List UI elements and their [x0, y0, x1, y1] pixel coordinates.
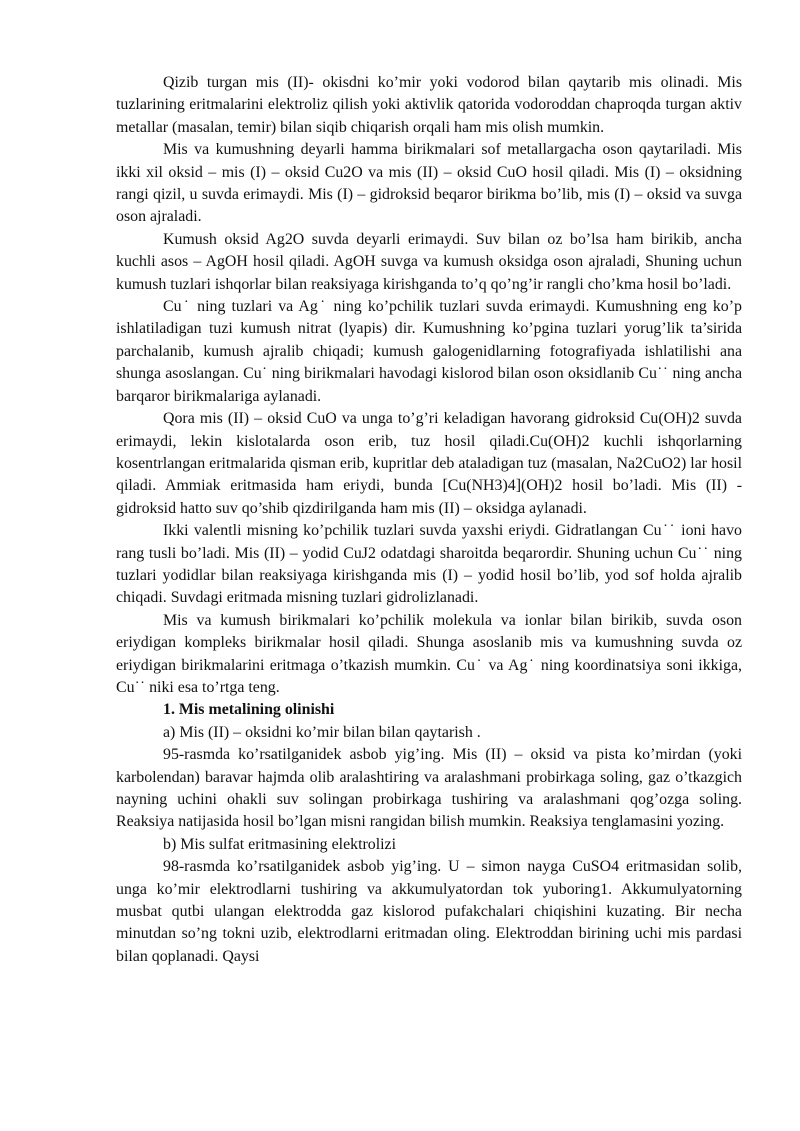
paragraph-copper-oxides: Mis va kumushning deyarli hamma birikmalari sof metallargacha oson qaytariladi. Mis ikki xil oksid – mis (I) – oksid Cu2O va mis (II) – oksid CuO hosil qiladi. Mis (I) – oksidning rangi qizil, u suvda erimaydi. Mis (I) – gidroksid beqaror birikma bo’lib, mis (I) – oksid va suvga oson ajraladi. — [116, 141, 742, 226]
paragraph-complex-compounds: Mis va kumush birikmalari ko’pchilik molekula va ionlar bilan birikib, suvda oson eriydigan kompleks birikmalar hosil qiladi. Shunga asoslanib mis va kumushning suvda oz eriydigan birikmalarini eritmaga o’tkazish mumkin. Cu˙ va Ag˙ ning koordinatsiya soni ikkiga, Cu˙˙ niki esa to’rtga teng. — [116, 611, 742, 696]
paragraph-salts-solubility: Cu˙ ning tuzlari va Ag˙ ning ko’pchilik tuzlari suvda erimaydi. Kumushning eng ko’p ishlatiladigan tuzi kumush nitrat (lyapis) dir. Kumushning ko’pgina tuzlari yorug’lik ta’sirida parchalanib, kumush ajralib chiqadi; kumush galogenidlarning fotografiyada ishlatilishi ana shunga asoslangan. Cu˙ ning birikmalari havodagi kislorod bilan oson oksidlanib Cu˙˙ ning ancha barqaror birikmalariga aylanadi. — [116, 298, 742, 405]
section-heading: 1. Mis metalining olinishi — [163, 701, 335, 719]
paragraph-experiment-95: 95-rasmda ko’rsatilganidek asbob yig’ing. Mis (II) – oksid va pista ko’mirdan (yoki karbolendan) baravar hajmda olib aralashtiring va aralashmani probirkaga soling, gaz o’tkazgich nayning uchini ohakli suv solingan probirkaga tushiring va aralashmani qog’ozga soling. Reaksiya natijasida hosil bo’lgan misni rangidan bilish mumkin. Reaksiya tenglamasini yozing. — [116, 746, 742, 831]
paragraph-experiment-98: 98-rasmda ko’rsatilganidek asbob yig’ing. U – simon nayga CuSO4 eritmasidan solib, unga ko’mir elektrodlarni tushiring va akkumulyatordan tok yuboring1. Akkumulyatorning musbat qutbi ulangan elektrodda gaz kislorod pufakchalari chiqishini kuzating. Bir necha minutdan so’ng tokni uzib, elektrodlarni eritmadan oling. Elektroddan birining uchi mis pardasi bilan qoplanadi. Qaysi — [116, 858, 742, 965]
paragraph-divalent-copper-salts: Ikki valentli misning ko’pchilik tuzlari suvda yaxshi eriydi. Gidratlangan Cu˙˙ ioni havo rang tusli bo’ladi. Mis (II) – yodid CuJ2 odatdagi sharoitda beqarordir. Shuning uchun Cu˙˙ ning tuzlari yodidlar bilan reaksiyaga kirishganda mis (I) – yodid hosil bo’lib, yod sof holda ajralib chiqadi. Suvdagi eritmada misning tuzlari gidrolizlanadi. — [116, 522, 742, 607]
paragraph-silver-oxide: Kumush oksid Ag2O suvda deyarli erimaydi. Suv bilan oz bo’lsa ham birikib, ancha kuchli asos – AgOH hosil qiladi. AgOH suvga va kumush oksidga oson ajraladi, Shuning uchun kumush tuzlari ishqorlar bilan reaksiyaga kirishganda to’q qo’ng’ir rangli cho’kma hosil bo’ladi. — [116, 230, 742, 293]
paragraph-copper-production: Qizib turgan mis (II)- okisdni ko’mir yoki vodorod bilan qaytarib mis olinadi. Mis tuzlarining eritmalarini elektroliz qilish yoki aktivlik qatorida vodoroddan chaproqda turgan aktiv metallar (masalan, temir) bilan siqib chiqarish orqali ham mis olish mumkin. — [116, 74, 742, 136]
subsection-heading-a: a) Mis (II) – oksidni ko’mir bilan bilan qaytarish . — [163, 723, 481, 741]
document-page — [116, 72, 742, 968]
subsection-heading-b: b) Mis sulfat eritmasining elektrolizi — [163, 835, 397, 853]
paragraph-black-copper-oxide: Qora mis (II) – oksid CuO va unga to’g’ri keladigan havorang gidroksid Cu(OH)2 suvda erimaydi, lekin kislotalarda oson erib, tuz hosil qiladi.Cu(OH)2 kuchli ishqorlarning kosentrlangan eritmalarida qisman erib, kupritlar deb ataladigan tuz (masalan, Na2CuO2) lar hosil qiladi. Ammiak eritmasida ham eriydi, bunda [Cu(NH3)4](OH)2 hosil bo’ladi. Mis (II) - gidroksid hatto suv qo’shib qizdirilganda ham mis (II) – oksidga aylanadi. — [116, 410, 742, 517]
